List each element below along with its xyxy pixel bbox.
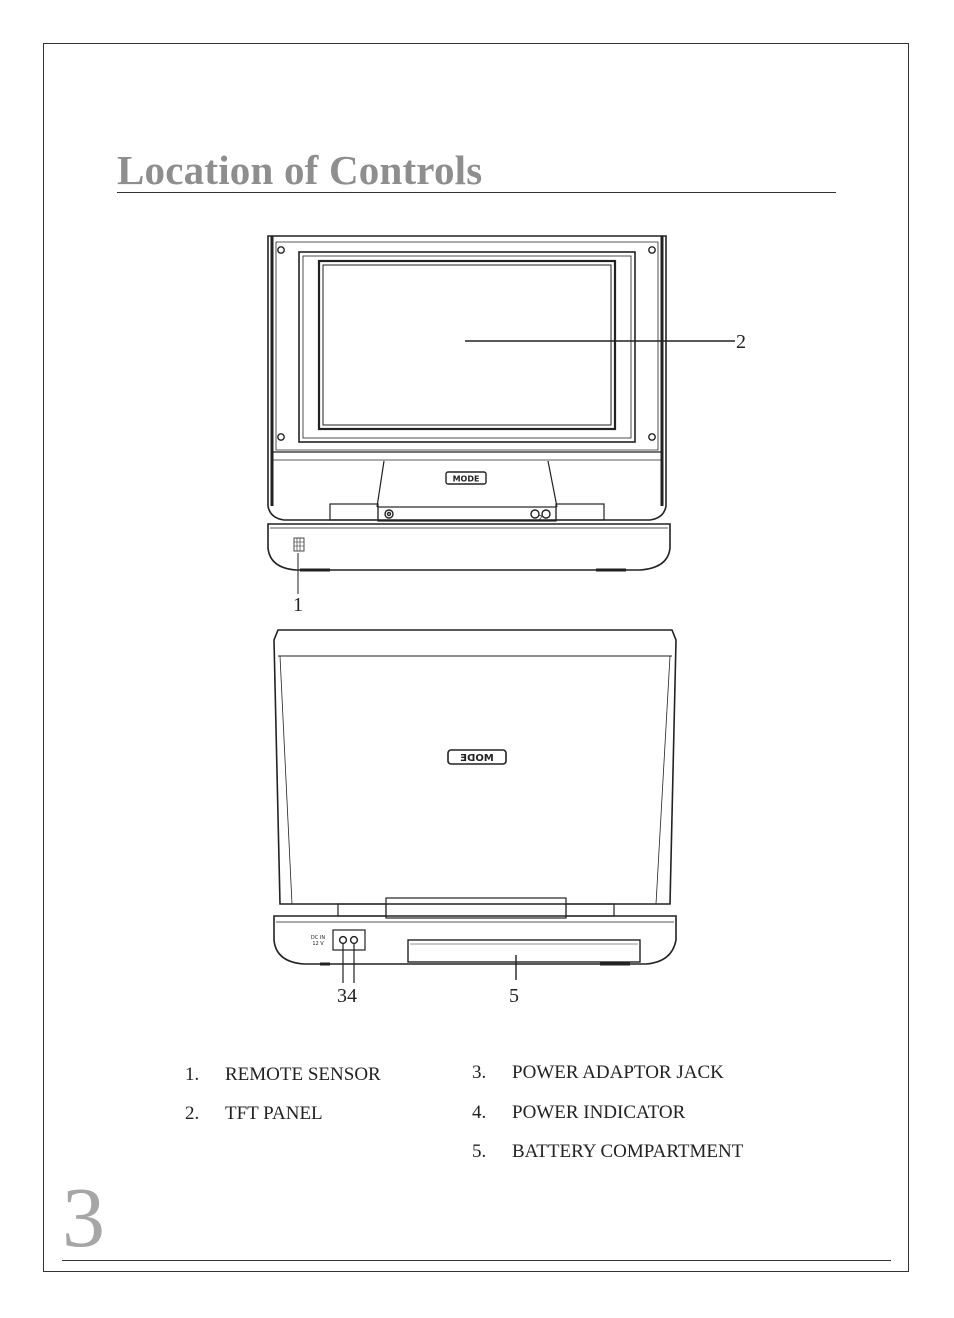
back-logo-text: MODE xyxy=(460,753,494,764)
legend-item xyxy=(472,1102,685,1124)
hinge-button-mark: 2 xyxy=(537,514,543,523)
legend-item xyxy=(472,1062,724,1084)
legend-item xyxy=(185,1064,381,1086)
jack-label-line1: DC IN xyxy=(310,935,326,941)
legend-number: 5. xyxy=(472,1141,487,1162)
jack-label-line2: 12 V xyxy=(312,941,324,947)
legend-number: 4. xyxy=(472,1102,487,1123)
callout-2: 2 xyxy=(736,331,746,353)
legend-number: 2. xyxy=(185,1103,200,1124)
legend-number: 1. xyxy=(185,1064,200,1085)
page-number: 3 xyxy=(62,1169,105,1265)
legend-label: REMOTE SENSOR xyxy=(225,1064,381,1085)
page-title: Location of Controls xyxy=(117,147,483,193)
callout-1: 1 xyxy=(293,594,303,616)
legend-label: BATTERY COMPARTMENT xyxy=(512,1141,744,1162)
back-view xyxy=(274,630,676,983)
legend-label: POWER INDICATOR xyxy=(512,1102,686,1123)
callout-5: 5 xyxy=(509,985,519,1007)
front-view xyxy=(268,236,735,594)
legend-number: 3. xyxy=(472,1062,487,1083)
front-logo-text: MODE xyxy=(452,474,480,484)
legend-label: TFT PANEL xyxy=(225,1103,323,1124)
legend-label: POWER ADAPTOR JACK xyxy=(512,1062,724,1083)
legend-item xyxy=(185,1103,323,1125)
legend-item xyxy=(472,1141,743,1163)
footer-rule xyxy=(62,1260,891,1261)
callout-3-4: 34 xyxy=(337,985,357,1007)
